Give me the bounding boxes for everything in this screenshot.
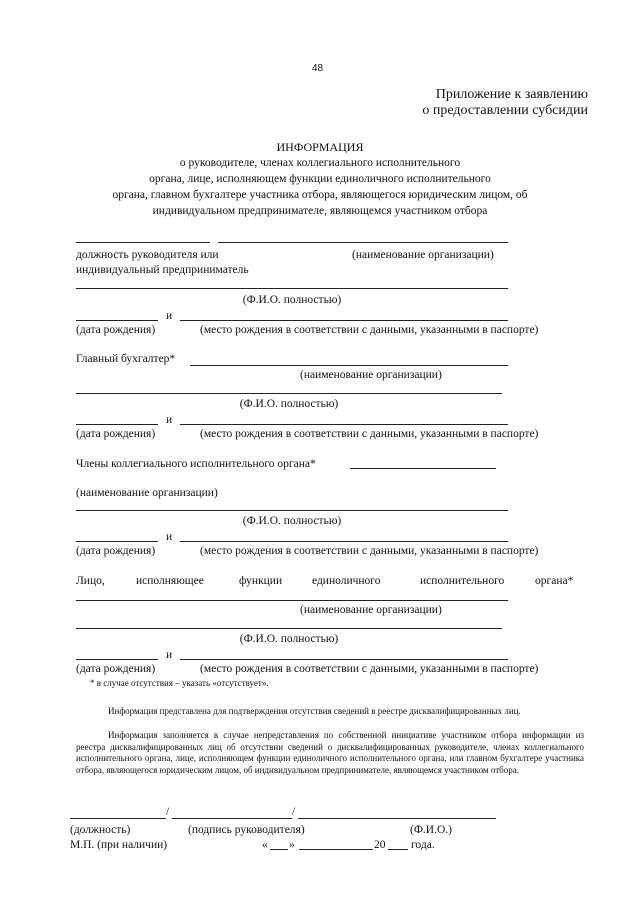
signature-slash-1: /: [166, 806, 170, 818]
sole-executive-word-3: функции: [239, 575, 283, 587]
sole-executive-birthdate-field[interactable]: [76, 659, 158, 660]
collegial-and-text: и: [166, 531, 173, 543]
signature-field[interactable]: [172, 818, 292, 819]
collegial-members-field[interactable]: [350, 468, 496, 469]
head-fio-label: (Ф.И.О. полностью): [242, 294, 342, 306]
annex-line-1: Приложение к заявлению: [435, 87, 588, 102]
sole-executive-and-text: и: [166, 649, 173, 661]
collegial-fio-label: (Ф.И.О. полностью): [242, 515, 342, 527]
chief-accountant-birthdate-label: (дата рождения): [76, 428, 156, 440]
head-organization-field[interactable]: [218, 242, 508, 243]
sole-executive-word-2: исполняющее: [136, 575, 204, 587]
collegial-organization-label: (наименование организации): [76, 487, 218, 499]
chief-accountant-label: Главный бухгалтер*: [76, 353, 176, 365]
signature-label: (подпись руководителя): [188, 824, 305, 836]
document-title: ИНФОРМАЦИЯ: [276, 140, 364, 154]
head-birthdate-label: (дата рождения): [76, 324, 156, 336]
title-subline-4: индивидуальном предпринимателе, являющемся участником отбора: [152, 205, 488, 217]
chief-accountant-fio-field[interactable]: [76, 393, 502, 394]
signature-slash-2: /: [292, 806, 296, 818]
sole-executive-fio-field[interactable]: [76, 628, 502, 629]
sole-executive-word-4: единоличного: [312, 575, 381, 587]
head-birthplace-field[interactable]: [180, 320, 508, 321]
collegial-birthplace-label: (место рождения в соответствии с данными, указанными в паспорте): [200, 545, 539, 557]
collegial-birthplace-field[interactable]: [180, 541, 508, 542]
footnote: * в случае отсутствия – указать «отсутствует».: [90, 678, 269, 688]
title-subline-2: органа, лице, исполняющем функции единоличного исполнительного: [149, 173, 491, 185]
signatory-position-label: (должность): [70, 824, 131, 836]
date-month-field[interactable]: [299, 849, 373, 850]
sole-executive-fio-label: (Ф.И.О. полностью): [239, 633, 339, 645]
chief-accountant-birthdate-field[interactable]: [76, 424, 158, 425]
head-position-label-2: индивидуальный предприниматель: [76, 264, 249, 276]
chief-accountant-birthplace-label: (место рождения в соответствии с данными, указанными в паспорте): [200, 428, 539, 440]
chief-accountant-birthplace-field[interactable]: [180, 424, 508, 425]
chief-accountant-organization-label: (наименование организации): [300, 369, 442, 381]
date-quote-open: «: [262, 839, 268, 851]
info-paragraph-1: Информация представлена для подтверждения отсутствия сведений в реестре дисквалифицированных лиц.: [108, 706, 521, 716]
chief-accountant-organization-field[interactable]: [190, 365, 508, 366]
head-position-label-1: должность руководителя или: [76, 249, 219, 261]
page-number: 48: [312, 63, 324, 74]
sole-executive-birthplace-label: (место рождения в соответствии с данными, указанными в паспорте): [200, 663, 539, 675]
head-birthdate-field[interactable]: [76, 320, 158, 321]
stamp-label: М.П. (при наличии): [70, 839, 168, 851]
sole-executive-word-6: органа*: [535, 575, 574, 587]
signatory-fio-field[interactable]: [298, 818, 496, 819]
sole-executive-birthplace-field[interactable]: [180, 659, 508, 660]
chief-accountant-fio-label: (Ф.И.О. полностью): [239, 398, 339, 410]
title-subline-3: органа, главном бухгалтере участника отбора, являющегося юридическим лицом, об: [112, 189, 528, 201]
signatory-position-field[interactable]: [70, 818, 166, 819]
collegial-birthdate-label: (дата рождения): [76, 545, 156, 557]
chief-accountant-and-text: и: [166, 414, 173, 426]
signatory-fio-label: (Ф.И.О.): [410, 824, 452, 836]
date-year-suffix: года.: [411, 839, 435, 851]
head-birthplace-label: (место рождения в соответствии с данными, указанными в паспорте): [200, 324, 539, 336]
sole-executive-birthdate-label: (дата рождения): [76, 663, 156, 675]
sole-executive-word-1: Лицо,: [76, 575, 105, 587]
date-year-field[interactable]: [388, 849, 408, 850]
sole-executive-organization-label: (наименование организации): [300, 604, 442, 616]
title-subline-1: о руководителе, членах коллегиального исполнительного: [179, 157, 461, 169]
collegial-members-label: Члены коллегиального исполнительного органа*: [76, 458, 316, 470]
date-year-prefix: 20: [374, 839, 386, 851]
date-day-field[interactable]: [270, 849, 288, 850]
collegial-birthdate-field[interactable]: [76, 541, 158, 542]
collegial-fio-field[interactable]: [76, 510, 508, 511]
annex-line-2: о предоставлении субсидии: [422, 103, 588, 118]
head-and-text: и: [166, 310, 173, 322]
head-organization-label: (наименование организации): [352, 249, 494, 261]
info-paragraph-2: Информация заполняется в случае непредставления по собственной инициативе участником отбора информации из реестра дисквалифицированных лиц об отсутствии сведений о дисквалифицированных руководителе, членах коллегиального исполнительного органа, лице, исполняющем функции единоличного исполнительного органа, или главном бухгалтере участника отбора, являющегося юридическим лицом, об индивидуальном предпринимателе, являющемся участником отбора.: [76, 730, 584, 775]
sole-executive-word-5: исполнительного: [420, 575, 505, 587]
head-fio-field[interactable]: [76, 288, 508, 289]
head-position-field[interactable]: [76, 242, 210, 243]
date-quote-close: »: [289, 839, 295, 851]
sole-executive-organization-field[interactable]: [76, 600, 508, 601]
